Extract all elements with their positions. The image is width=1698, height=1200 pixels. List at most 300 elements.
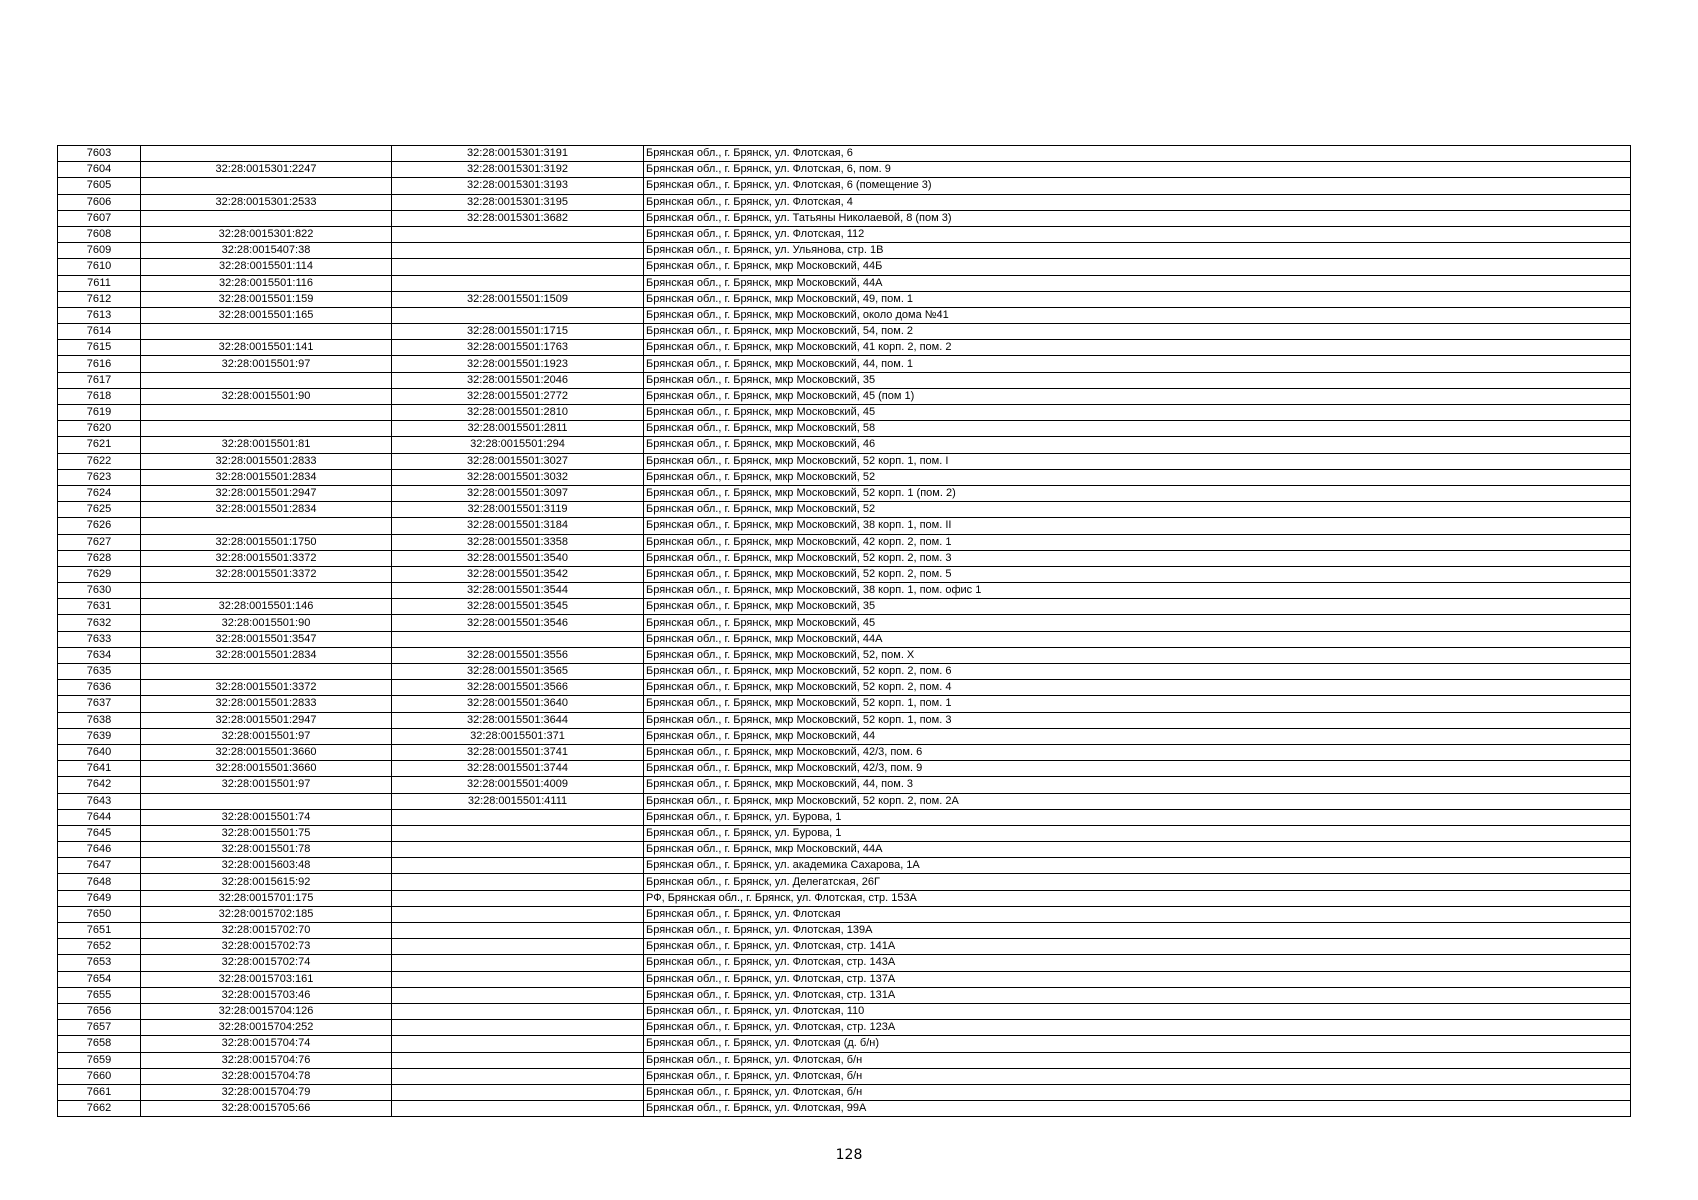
previous-cadastral-number-cell: 32:28:0015301:822: [141, 226, 392, 242]
cadastral-number-cell: 32:28:0015301:3682: [392, 210, 644, 226]
table-row: [58, 842, 1631, 858]
row-number-cell: 7618: [58, 388, 141, 404]
row-number-cell: 7609: [58, 243, 141, 259]
address-cell: Брянская обл., г. Брянск, мкр Московский, 44: [644, 728, 1631, 744]
cadastral-number-cell: 32:28:0015501:3565: [392, 664, 644, 680]
previous-cadastral-number-cell: 32:28:0015501:90: [141, 388, 392, 404]
row-number-cell: 7650: [58, 906, 141, 922]
table-row: [58, 405, 1631, 421]
address-cell: Брянская обл., г. Брянск, ул. Флотская, 112: [644, 226, 1631, 242]
table-row: [58, 259, 1631, 275]
table-row: [58, 777, 1631, 793]
address-cell: Брянская обл., г. Брянск, ул. Татьяны Николаевой, 8 (пом 3): [644, 210, 1631, 226]
cadastral-number-cell: 32:28:0015501:294: [392, 437, 644, 453]
address-cell: Брянская обл., г. Брянск, ул. Ульянова, стр. 1В: [644, 243, 1631, 259]
row-number-cell: 7652: [58, 939, 141, 955]
table-row: [58, 647, 1631, 663]
table-row: [58, 939, 1631, 955]
cadastral-number-cell: [392, 890, 644, 906]
previous-cadastral-number-cell: 32:28:0015702:185: [141, 906, 392, 922]
row-number-cell: 7657: [58, 1020, 141, 1036]
previous-cadastral-number-cell: 32:28:0015501:3660: [141, 761, 392, 777]
table-row: [58, 615, 1631, 631]
cadastral-number-cell: [392, 825, 644, 841]
table-row: [58, 372, 1631, 388]
row-number-cell: 7637: [58, 696, 141, 712]
previous-cadastral-number-cell: [141, 793, 392, 809]
table-row: [58, 421, 1631, 437]
cadastral-number-cell: [392, 955, 644, 971]
row-number-cell: 7635: [58, 664, 141, 680]
table-row: [58, 437, 1631, 453]
previous-cadastral-number-cell: 32:28:0015501:97: [141, 356, 392, 372]
cadastral-number-cell: [392, 1052, 644, 1068]
previous-cadastral-number-cell: 32:28:0015501:146: [141, 599, 392, 615]
row-number-cell: 7611: [58, 275, 141, 291]
row-number-cell: 7605: [58, 178, 141, 194]
cadastral-number-cell: [392, 307, 644, 323]
row-number-cell: 7613: [58, 307, 141, 323]
cadastral-number-cell: 32:28:0015501:3556: [392, 647, 644, 663]
cadastral-number-cell: 32:28:0015501:3358: [392, 534, 644, 550]
address-cell: Брянская обл., г. Брянск, мкр Московский, 45: [644, 615, 1631, 631]
previous-cadastral-number-cell: 32:28:0015501:81: [141, 437, 392, 453]
address-cell: Брянская обл., г. Брянск, мкр Московский, 54, пом. 2: [644, 324, 1631, 340]
address-cell: Брянская обл., г. Брянск, мкр Московский, 52: [644, 469, 1631, 485]
row-number-cell: 7632: [58, 615, 141, 631]
previous-cadastral-number-cell: 32:28:0015501:1750: [141, 534, 392, 550]
table-row: [58, 1003, 1631, 1019]
table-row: [58, 874, 1631, 890]
row-number-cell: 7629: [58, 566, 141, 582]
row-number-cell: 7647: [58, 858, 141, 874]
row-number-cell: 7612: [58, 291, 141, 307]
address-cell: Брянская обл., г. Брянск, ул. Флотская, 6, пом. 9: [644, 162, 1631, 178]
table-row: [58, 923, 1631, 939]
table-row: [58, 825, 1631, 841]
address-cell: Брянская обл., г. Брянск, мкр Московский, 45: [644, 405, 1631, 421]
row-number-cell: 7654: [58, 971, 141, 987]
address-cell: Брянская обл., г. Брянск, мкр Московский, 52: [644, 502, 1631, 518]
address-cell: Брянская обл., г. Брянск, ул. Флотская, 110: [644, 1003, 1631, 1019]
address-cell: Брянская обл., г. Брянск, мкр Московский, 52 корп. 1, пом. I: [644, 453, 1631, 469]
row-number-cell: 7619: [58, 405, 141, 421]
cadastral-number-cell: [392, 809, 644, 825]
cadastral-number-cell: [392, 275, 644, 291]
address-cell: Брянская обл., г. Брянск, мкр Московский, 58: [644, 421, 1631, 437]
address-cell: Брянская обл., г. Брянск, ул. Флотская, б/н: [644, 1052, 1631, 1068]
address-cell: Брянская обл., г. Брянск, ул. Флотская, б/н: [644, 1068, 1631, 1084]
cadastral-number-cell: 32:28:0015301:3195: [392, 194, 644, 210]
address-cell: Брянская обл., г. Брянск, ул. Флотская, стр. 141А: [644, 939, 1631, 955]
address-cell: Брянская обл., г. Брянск, мкр Московский, 38 корп. 1, пом. II: [644, 518, 1631, 534]
row-number-cell: 7640: [58, 744, 141, 760]
address-cell: Брянская обл., г. Брянск, мкр Московский, 41 корп. 2, пом. 2: [644, 340, 1631, 356]
previous-cadastral-number-cell: [141, 664, 392, 680]
table-row: [58, 583, 1631, 599]
previous-cadastral-number-cell: 32:28:0015501:97: [141, 777, 392, 793]
address-cell: Брянская обл., г. Брянск, ул. Флотская, б/н: [644, 1084, 1631, 1100]
row-number-cell: 7653: [58, 955, 141, 971]
address-cell: Брянская обл., г. Брянск, мкр Московский, 35: [644, 599, 1631, 615]
previous-cadastral-number-cell: 32:28:0015704:76: [141, 1052, 392, 1068]
table-row: [58, 534, 1631, 550]
previous-cadastral-number-cell: 32:28:0015501:2834: [141, 502, 392, 518]
cadastral-number-cell: [392, 923, 644, 939]
row-number-cell: 7660: [58, 1068, 141, 1084]
row-number-cell: 7662: [58, 1101, 141, 1117]
table-row: [58, 728, 1631, 744]
address-cell: Брянская обл., г. Брянск, ул. Флотская, стр. 123А: [644, 1020, 1631, 1036]
table-row: [58, 631, 1631, 647]
address-cell: Брянская обл., г. Брянск, мкр Московский, 44Б: [644, 259, 1631, 275]
row-number-cell: 7603: [58, 146, 141, 162]
previous-cadastral-number-cell: 32:28:0015704:126: [141, 1003, 392, 1019]
row-number-cell: 7649: [58, 890, 141, 906]
row-number-cell: 7659: [58, 1052, 141, 1068]
cadastral-number-cell: 32:28:0015501:2046: [392, 372, 644, 388]
address-cell: Брянская обл., г. Брянск, ул. Флотская, стр. 143А: [644, 955, 1631, 971]
previous-cadastral-number-cell: 32:28:0015301:2533: [141, 194, 392, 210]
row-number-cell: 7622: [58, 453, 141, 469]
cadastral-number-cell: [392, 842, 644, 858]
row-number-cell: 7661: [58, 1084, 141, 1100]
row-number-cell: 7646: [58, 842, 141, 858]
address-cell: Брянская обл., г. Брянск, ул. Бурова, 1: [644, 809, 1631, 825]
cadastral-number-cell: 32:28:0015501:1715: [392, 324, 644, 340]
cadastral-number-cell: 32:28:0015501:4111: [392, 793, 644, 809]
previous-cadastral-number-cell: 32:28:0015501:114: [141, 259, 392, 275]
address-cell: Брянская обл., г. Брянск, ул. Флотская (д. б/н): [644, 1036, 1631, 1052]
row-number-cell: 7658: [58, 1036, 141, 1052]
address-cell: Брянская обл., г. Брянск, мкр Московский, 35: [644, 372, 1631, 388]
previous-cadastral-number-cell: 32:28:0015702:74: [141, 955, 392, 971]
table-row: [58, 291, 1631, 307]
previous-cadastral-number-cell: 32:28:0015603:48: [141, 858, 392, 874]
previous-cadastral-number-cell: 32:28:0015501:2947: [141, 485, 392, 501]
cadastral-number-cell: [392, 1003, 644, 1019]
previous-cadastral-number-cell: 32:28:0015501:159: [141, 291, 392, 307]
previous-cadastral-number-cell: 32:28:0015301:2247: [141, 162, 392, 178]
cadastral-number-cell: 32:28:0015501:371: [392, 728, 644, 744]
address-cell: Брянская обл., г. Брянск, мкр Московский, 44А: [644, 842, 1631, 858]
address-cell: Брянская обл., г. Брянск, мкр Московский, 44А: [644, 631, 1631, 647]
previous-cadastral-number-cell: [141, 178, 392, 194]
address-cell: Брянская обл., г. Брянск, мкр Московский, 52 корп. 2, пом. 4: [644, 680, 1631, 696]
row-number-cell: 7636: [58, 680, 141, 696]
previous-cadastral-number-cell: [141, 421, 392, 437]
cadastral-number-cell: [392, 226, 644, 242]
cadastral-number-cell: [392, 243, 644, 259]
address-cell: Брянская обл., г. Брянск, ул. академика Сахарова, 1А: [644, 858, 1631, 874]
address-cell: Брянская обл., г. Брянск, ул. Флотская, 139А: [644, 923, 1631, 939]
cadastral-number-cell: [392, 971, 644, 987]
previous-cadastral-number-cell: 32:28:0015501:2834: [141, 469, 392, 485]
address-cell: Брянская обл., г. Брянск, мкр Московский, 52 корп. 1, пом. 1: [644, 696, 1631, 712]
address-cell: Брянская обл., г. Брянск, ул. Флотская: [644, 906, 1631, 922]
row-number-cell: 7604: [58, 162, 141, 178]
previous-cadastral-number-cell: 32:28:0015501:75: [141, 825, 392, 841]
cadastral-number-cell: 32:28:0015501:3546: [392, 615, 644, 631]
row-number-cell: 7630: [58, 583, 141, 599]
table-row: [58, 664, 1631, 680]
cadastral-number-cell: 32:28:0015501:3741: [392, 744, 644, 760]
previous-cadastral-number-cell: [141, 405, 392, 421]
previous-cadastral-number-cell: 32:28:0015501:97: [141, 728, 392, 744]
page-number: 128: [835, 1147, 863, 1163]
table-row: [58, 210, 1631, 226]
table-row: [58, 744, 1631, 760]
table-row: [58, 761, 1631, 777]
previous-cadastral-number-cell: 32:28:0015705:66: [141, 1101, 392, 1117]
address-cell: Брянская обл., г. Брянск, мкр Московский, 52 корп. 2, пом. 3: [644, 550, 1631, 566]
cadastral-number-cell: 32:28:0015501:3545: [392, 599, 644, 615]
cadastral-number-cell: 32:28:0015501:3119: [392, 502, 644, 518]
previous-cadastral-number-cell: 32:28:0015501:2833: [141, 696, 392, 712]
previous-cadastral-number-cell: [141, 324, 392, 340]
table-row: [58, 1068, 1631, 1084]
previous-cadastral-number-cell: 32:28:0015501:2947: [141, 712, 392, 728]
cadastral-number-cell: [392, 631, 644, 647]
cadastral-number-cell: 32:28:0015501:1509: [392, 291, 644, 307]
table-row: [58, 599, 1631, 615]
cadastral-number-cell: [392, 874, 644, 890]
registry-table: [57, 145, 1631, 1117]
address-cell: Брянская обл., г. Брянск, мкр Московский, 42/3, пом. 6: [644, 744, 1631, 760]
cadastral-number-cell: 32:28:0015301:3191: [392, 146, 644, 162]
cadastral-number-cell: 32:28:0015501:3544: [392, 583, 644, 599]
previous-cadastral-number-cell: 32:28:0015702:73: [141, 939, 392, 955]
address-cell: Брянская обл., г. Брянск, мкр Московский, 52 корп. 2, пом. 6: [644, 664, 1631, 680]
table-row: [58, 1052, 1631, 1068]
address-cell: Брянская обл., г. Брянск, мкр Московский, 38 корп. 1, пом. офис 1: [644, 583, 1631, 599]
cadastral-number-cell: 32:28:0015501:3032: [392, 469, 644, 485]
row-number-cell: 7643: [58, 793, 141, 809]
cadastral-number-cell: 32:28:0015501:2811: [392, 421, 644, 437]
row-number-cell: 7608: [58, 226, 141, 242]
cadastral-number-cell: [392, 906, 644, 922]
previous-cadastral-number-cell: [141, 146, 392, 162]
cadastral-number-cell: 32:28:0015501:3644: [392, 712, 644, 728]
cadastral-number-cell: 32:28:0015501:2772: [392, 388, 644, 404]
cadastral-number-cell: [392, 987, 644, 1003]
cadastral-number-cell: 32:28:0015501:3542: [392, 566, 644, 582]
table-row: [58, 550, 1631, 566]
table-row: [58, 971, 1631, 987]
cadastral-number-cell: [392, 1020, 644, 1036]
row-number-cell: 7631: [58, 599, 141, 615]
table-row: [58, 1101, 1631, 1117]
row-number-cell: 7625: [58, 502, 141, 518]
table-row: [58, 485, 1631, 501]
previous-cadastral-number-cell: [141, 583, 392, 599]
table-row: [58, 162, 1631, 178]
previous-cadastral-number-cell: 32:28:0015501:116: [141, 275, 392, 291]
cadastral-number-cell: 32:28:0015501:3027: [392, 453, 644, 469]
row-number-cell: 7641: [58, 761, 141, 777]
row-number-cell: 7614: [58, 324, 141, 340]
cadastral-number-cell: [392, 939, 644, 955]
table-row: [58, 793, 1631, 809]
address-cell: Брянская обл., г. Брянск, мкр Московский, 52 корп. 1, пом. 3: [644, 712, 1631, 728]
table-row: [58, 987, 1631, 1003]
table-row: [58, 307, 1631, 323]
previous-cadastral-number-cell: 32:28:0015704:79: [141, 1084, 392, 1100]
row-number-cell: 7627: [58, 534, 141, 550]
previous-cadastral-number-cell: 32:28:0015501:3372: [141, 680, 392, 696]
previous-cadastral-number-cell: 32:28:0015501:3372: [141, 566, 392, 582]
table-row: [58, 388, 1631, 404]
table-row: [58, 712, 1631, 728]
previous-cadastral-number-cell: 32:28:0015501:90: [141, 615, 392, 631]
cadastral-number-cell: 32:28:0015501:3566: [392, 680, 644, 696]
previous-cadastral-number-cell: 32:28:0015501:2834: [141, 647, 392, 663]
address-cell: Брянская обл., г. Брянск, мкр Московский, 52 корп. 2, пом. 5: [644, 566, 1631, 582]
cadastral-number-cell: [392, 1068, 644, 1084]
address-cell: Брянская обл., г. Брянск, ул. Флотская, 4: [644, 194, 1631, 210]
address-cell: Брянская обл., г. Брянск, мкр Московский, 52 корп. 2, пом. 2А: [644, 793, 1631, 809]
row-number-cell: 7634: [58, 647, 141, 663]
table-row: [58, 1020, 1631, 1036]
row-number-cell: 7615: [58, 340, 141, 356]
table-row: [58, 1036, 1631, 1052]
cadastral-number-cell: [392, 1101, 644, 1117]
row-number-cell: 7656: [58, 1003, 141, 1019]
cadastral-number-cell: 32:28:0015501:3744: [392, 761, 644, 777]
address-cell: Брянская обл., г. Брянск, ул. Бурова, 1: [644, 825, 1631, 841]
row-number-cell: 7607: [58, 210, 141, 226]
address-cell: Брянская обл., г. Брянск, ул. Флотская, 99А: [644, 1101, 1631, 1117]
address-cell: РФ, Брянская обл., г. Брянск, ул. Флотская, стр. 153А: [644, 890, 1631, 906]
row-number-cell: 7639: [58, 728, 141, 744]
table-row: [58, 194, 1631, 210]
previous-cadastral-number-cell: 32:28:0015501:3547: [141, 631, 392, 647]
table-row: [58, 566, 1631, 582]
table-row: [58, 890, 1631, 906]
cadastral-number-cell: 32:28:0015501:1763: [392, 340, 644, 356]
address-cell: Брянская обл., г. Брянск, мкр Московский, 44, пом. 1: [644, 356, 1631, 372]
row-number-cell: 7628: [58, 550, 141, 566]
row-number-cell: 7624: [58, 485, 141, 501]
table-row: [58, 340, 1631, 356]
table-row: [58, 356, 1631, 372]
row-number-cell: 7616: [58, 356, 141, 372]
previous-cadastral-number-cell: [141, 210, 392, 226]
table-row: [58, 955, 1631, 971]
previous-cadastral-number-cell: 32:28:0015501:74: [141, 809, 392, 825]
address-cell: Брянская обл., г. Брянск, мкр Московский, 49, пом. 1: [644, 291, 1631, 307]
previous-cadastral-number-cell: 32:28:0015615:92: [141, 874, 392, 890]
cadastral-number-cell: 32:28:0015301:3193: [392, 178, 644, 194]
cadastral-number-cell: 32:28:0015501:1923: [392, 356, 644, 372]
row-number-cell: 7621: [58, 437, 141, 453]
table-row: [58, 696, 1631, 712]
address-cell: Брянская обл., г. Брянск, мкр Московский, 42/3, пом. 9: [644, 761, 1631, 777]
previous-cadastral-number-cell: 32:28:0015704:78: [141, 1068, 392, 1084]
table-row: [58, 858, 1631, 874]
cadastral-number-cell: 32:28:0015501:3097: [392, 485, 644, 501]
row-number-cell: 7606: [58, 194, 141, 210]
row-number-cell: 7638: [58, 712, 141, 728]
row-number-cell: 7644: [58, 809, 141, 825]
table-row: [58, 243, 1631, 259]
table-row: [58, 502, 1631, 518]
cadastral-number-cell: [392, 1084, 644, 1100]
table-row: [58, 226, 1631, 242]
address-cell: Брянская обл., г. Брянск, ул. Делегатская, 26Г: [644, 874, 1631, 890]
table-row: [58, 178, 1631, 194]
previous-cadastral-number-cell: 32:28:0015501:165: [141, 307, 392, 323]
table-row: [58, 469, 1631, 485]
previous-cadastral-number-cell: [141, 372, 392, 388]
address-cell: Брянская обл., г. Брянск, мкр Московский, 44, пом. 3: [644, 777, 1631, 793]
address-cell: Брянская обл., г. Брянск, мкр Московский, 52 корп. 1 (пом. 2): [644, 485, 1631, 501]
previous-cadastral-number-cell: 32:28:0015407:38: [141, 243, 392, 259]
cadastral-number-cell: 32:28:0015301:3192: [392, 162, 644, 178]
row-number-cell: 7651: [58, 923, 141, 939]
cadastral-number-cell: 32:28:0015501:3184: [392, 518, 644, 534]
table-row: [58, 809, 1631, 825]
address-cell: Брянская обл., г. Брянск, мкр Московский, 42 корп. 2, пом. 1: [644, 534, 1631, 550]
cadastral-number-cell: 32:28:0015501:2810: [392, 405, 644, 421]
row-number-cell: 7633: [58, 631, 141, 647]
registry-table-body: [58, 146, 1631, 1117]
row-number-cell: 7620: [58, 421, 141, 437]
previous-cadastral-number-cell: 32:28:0015704:74: [141, 1036, 392, 1052]
address-cell: Брянская обл., г. Брянск, ул. Флотская, 6 (помещение 3): [644, 178, 1631, 194]
cadastral-number-cell: [392, 1036, 644, 1052]
table-row: [58, 680, 1631, 696]
table-row: [58, 275, 1631, 291]
row-number-cell: 7610: [58, 259, 141, 275]
cadastral-number-cell: [392, 858, 644, 874]
row-number-cell: 7642: [58, 777, 141, 793]
address-cell: Брянская обл., г. Брянск, ул. Флотская, стр. 137А: [644, 971, 1631, 987]
previous-cadastral-number-cell: 32:28:0015701:175: [141, 890, 392, 906]
cadastral-number-cell: 32:28:0015501:3640: [392, 696, 644, 712]
address-cell: Брянская обл., г. Брянск, ул. Флотская, 6: [644, 146, 1631, 162]
row-number-cell: 7648: [58, 874, 141, 890]
cadastral-number-cell: 32:28:0015501:3540: [392, 550, 644, 566]
table-row: [58, 518, 1631, 534]
previous-cadastral-number-cell: 32:28:0015501:3660: [141, 744, 392, 760]
previous-cadastral-number-cell: 32:28:0015501:3372: [141, 550, 392, 566]
table-row: [58, 906, 1631, 922]
address-cell: Брянская обл., г. Брянск, мкр Московский, 52, пом. X: [644, 647, 1631, 663]
previous-cadastral-number-cell: 32:28:0015703:161: [141, 971, 392, 987]
table-row: [58, 1084, 1631, 1100]
row-number-cell: 7617: [58, 372, 141, 388]
previous-cadastral-number-cell: 32:28:0015501:141: [141, 340, 392, 356]
address-cell: Брянская обл., г. Брянск, мкр Московский, 44А: [644, 275, 1631, 291]
address-cell: Брянская обл., г. Брянск, ул. Флотская, стр. 131А: [644, 987, 1631, 1003]
table-row: [58, 146, 1631, 162]
address-cell: Брянская обл., г. Брянск, мкр Московский, около дома №41: [644, 307, 1631, 323]
previous-cadastral-number-cell: 32:28:0015703:46: [141, 987, 392, 1003]
table-row: [58, 453, 1631, 469]
previous-cadastral-number-cell: 32:28:0015704:252: [141, 1020, 392, 1036]
table-row: [58, 324, 1631, 340]
cadastral-number-cell: 32:28:0015501:4009: [392, 777, 644, 793]
cadastral-number-cell: [392, 259, 644, 275]
previous-cadastral-number-cell: 32:28:0015501:2833: [141, 453, 392, 469]
previous-cadastral-number-cell: [141, 518, 392, 534]
address-cell: Брянская обл., г. Брянск, мкр Московский, 46: [644, 437, 1631, 453]
previous-cadastral-number-cell: 32:28:0015702:70: [141, 923, 392, 939]
row-number-cell: 7655: [58, 987, 141, 1003]
row-number-cell: 7645: [58, 825, 141, 841]
row-number-cell: 7623: [58, 469, 141, 485]
